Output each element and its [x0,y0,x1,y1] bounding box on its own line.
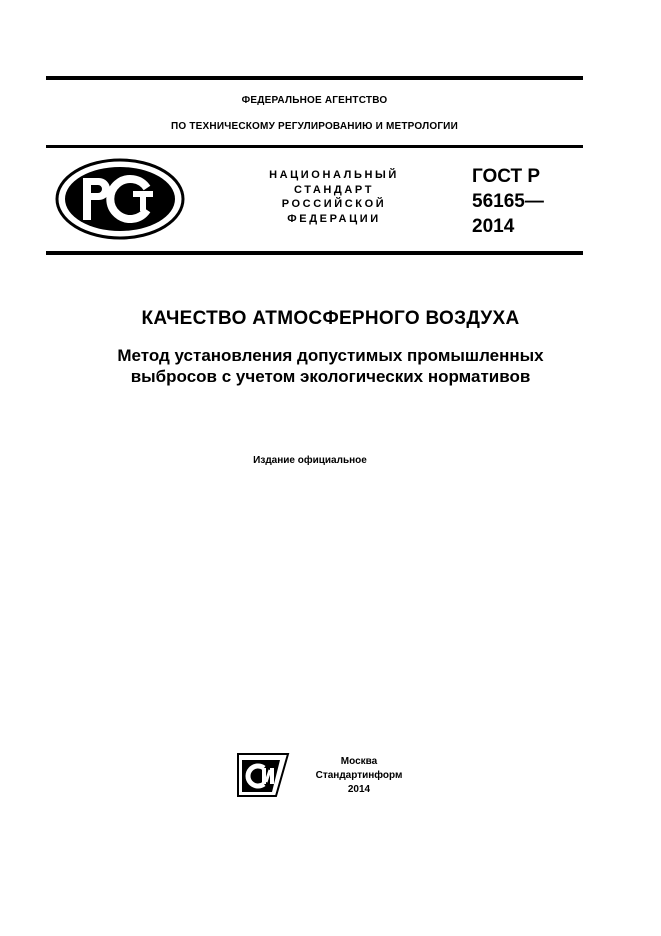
agency-name-line2: ПО ТЕХНИЧЕСКОМУ РЕГУЛИРОВАНИЮ И МЕТРОЛОГИИ [171,121,458,132]
bottom-header-rule [46,251,583,255]
rst-logo-icon [55,158,185,245]
gost-line1: ГОСТ Р [472,166,541,187]
edition-label: Издание официальное [253,455,367,466]
gost-number [472,164,544,239]
subtitle-line2: выбросов с учетом экологических нормативов [130,367,531,386]
subtitle-line1: Метод установления допустимых промышленных [117,346,544,365]
publisher-info [300,755,418,797]
publisher-city: Москва [340,756,378,767]
national-standard-label [252,168,416,226]
header-rule [46,145,583,148]
top-rule [46,76,583,80]
standard-line3: РОССИЙСКОЙ [281,198,387,210]
publisher-name: Стандартинформ [315,770,403,781]
gost-line3: 2014 [472,216,515,237]
agency-name-line1: ФЕДЕРАЛЬНОЕ АГЕНТСТВО [241,95,388,106]
document-title: КАЧЕСТВО АТМОСФЕРНОГО ВОЗДУХА [141,308,520,329]
publisher-year: 2014 [347,784,371,795]
standard-line4: ФЕДЕРАЦИИ [287,212,381,225]
document-subtitle [40,345,621,387]
standard-line2: СТАНДАРТ [293,183,375,196]
gost-line2: 56165— [472,191,544,212]
standard-line1: НАЦИОНАЛЬНЫЙ [269,169,399,181]
standartinform-logo-icon [236,752,290,803]
